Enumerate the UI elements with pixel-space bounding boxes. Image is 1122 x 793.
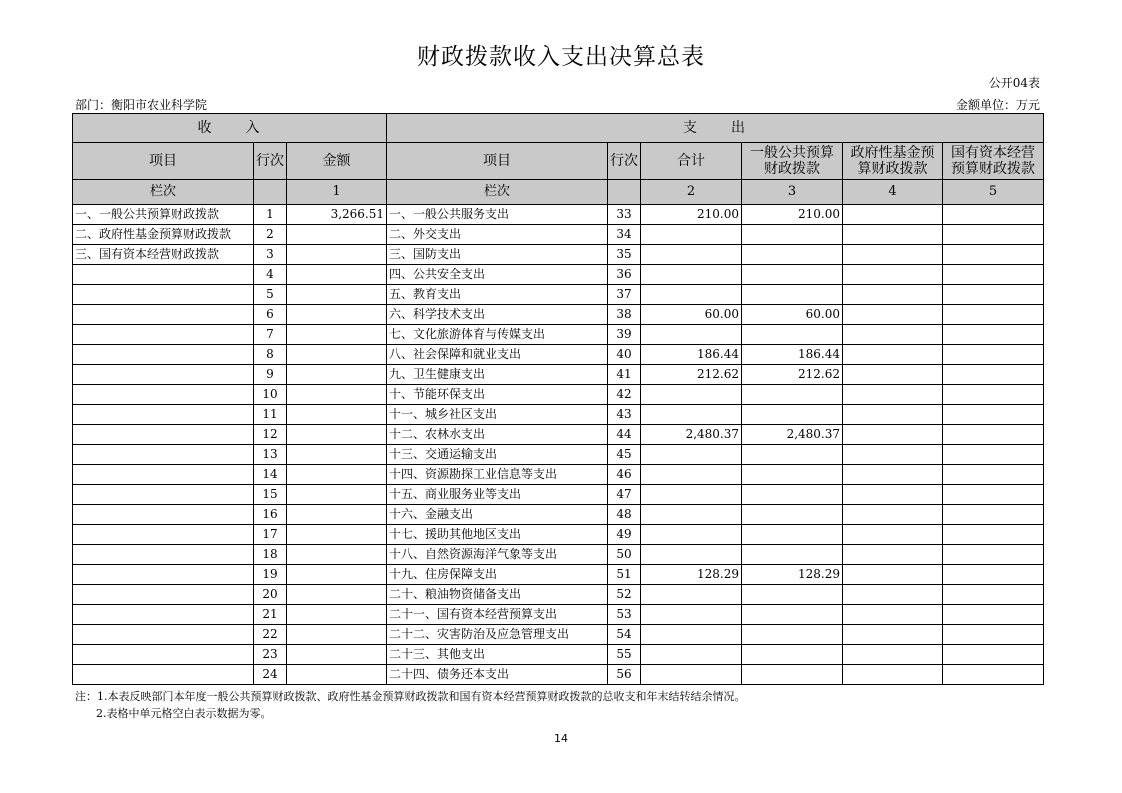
income-row-no-cell: 7 xyxy=(254,325,287,345)
general-budget-cell xyxy=(742,465,843,485)
expense-row-no-header: 行次 xyxy=(608,143,641,180)
department-label: 部门：衡阳市农业科学院 xyxy=(75,98,208,112)
expense-row-no-cell: 37 xyxy=(608,285,641,305)
income-item-cell xyxy=(73,605,254,625)
table-row xyxy=(73,585,1044,605)
expense-item-cell: 二十四、债务还本支出 xyxy=(387,665,608,685)
section-header-row xyxy=(73,114,1044,143)
expense-item-cell: 十二、农林水支出 xyxy=(387,425,608,445)
general-budget-cell xyxy=(742,525,843,545)
general-budget-cell: 60.00 xyxy=(742,305,843,325)
expense-item-cell: 八、社会保障和就业支出 xyxy=(387,345,608,365)
state-capital-cell xyxy=(943,565,1044,585)
gov-fund-cell xyxy=(843,665,943,685)
general-budget-cell xyxy=(742,585,843,605)
income-item-cell xyxy=(73,545,254,565)
income-amount-cell xyxy=(287,505,387,525)
lanci-col-5: 5 xyxy=(943,180,1044,205)
gov-fund-cell xyxy=(843,585,943,605)
lanci-col-3: 3 xyxy=(742,180,843,205)
expense-row-no-cell: 43 xyxy=(608,405,641,425)
expense-row-no-cell: 45 xyxy=(608,445,641,465)
lanci-col-4: 4 xyxy=(843,180,943,205)
state-capital-cell xyxy=(943,425,1044,445)
income-item-cell xyxy=(73,465,254,485)
total-cell: 186.44 xyxy=(641,345,742,365)
income-item-cell xyxy=(73,645,254,665)
expense-row-no-cell: 54 xyxy=(608,625,641,645)
state-capital-cell xyxy=(943,445,1044,465)
total-cell xyxy=(641,525,742,545)
income-amount-cell xyxy=(287,485,387,505)
income-row-no-cell: 21 xyxy=(254,605,287,625)
lanci-col-1: 1 xyxy=(287,180,387,205)
gov-fund-cell xyxy=(843,405,943,425)
income-row-no-cell: 24 xyxy=(254,665,287,685)
form-number: 公开04表 xyxy=(988,76,1040,90)
table-row xyxy=(73,405,1044,425)
gov-fund-cell xyxy=(843,565,943,585)
state-capital-cell xyxy=(943,645,1044,665)
income-row-no-cell: 2 xyxy=(254,225,287,245)
general-budget-cell xyxy=(742,445,843,465)
income-item-cell xyxy=(73,325,254,345)
general-budget-cell xyxy=(742,245,843,265)
expense-row-no-cell: 49 xyxy=(608,525,641,545)
gov-fund-cell xyxy=(843,625,943,645)
note-2: 2.表格中单元格空白表示数据为零。 xyxy=(96,707,272,720)
expense-row-no-cell: 33 xyxy=(608,205,641,225)
income-item-cell xyxy=(73,265,254,285)
income-item-cell: 三、国有资本经营财政拨款 xyxy=(73,245,254,265)
income-amount-cell xyxy=(287,605,387,625)
income-amount-header: 金额 xyxy=(287,143,387,180)
summary-table xyxy=(72,113,1044,685)
income-row-no-cell: 12 xyxy=(254,425,287,445)
expense-item-cell: 一、一般公共服务支出 xyxy=(387,205,608,225)
total-cell xyxy=(641,625,742,645)
expense-row-no-cell: 53 xyxy=(608,605,641,625)
state-capital-cell xyxy=(943,485,1044,505)
general-budget-cell xyxy=(742,505,843,525)
expense-item-cell: 十九、住房保障支出 xyxy=(387,565,608,585)
income-amount-cell xyxy=(287,625,387,645)
income-amount-cell xyxy=(287,525,387,545)
income-amount-cell: 3,266.51 xyxy=(287,205,387,225)
income-item-header: 项目 xyxy=(73,143,254,180)
state-capital-cell xyxy=(943,345,1044,365)
total-cell xyxy=(641,265,742,285)
lanci-empty-2 xyxy=(608,180,641,205)
note-1: 注：1.本表反映部门本年度一般公共预算财政拨款、政府性基金预算财政拨款和国有资本经营预算财政拨款的总收支和年末结转结余情况。 xyxy=(75,690,746,703)
total-cell xyxy=(641,445,742,465)
income-amount-cell xyxy=(287,365,387,385)
income-amount-cell xyxy=(287,325,387,345)
income-amount-cell xyxy=(287,465,387,485)
state-capital-cell xyxy=(943,405,1044,425)
expense-row-no-cell: 52 xyxy=(608,585,641,605)
table-row xyxy=(73,225,1044,245)
state-capital-cell xyxy=(943,305,1044,325)
total-cell xyxy=(641,645,742,665)
total-cell xyxy=(641,405,742,425)
general-budget-cell xyxy=(742,225,843,245)
expense-section-header: 支 出 xyxy=(387,114,1044,143)
income-row-no-cell: 9 xyxy=(254,365,287,385)
income-amount-cell xyxy=(287,225,387,245)
income-amount-cell xyxy=(287,665,387,685)
income-row-no-cell: 19 xyxy=(254,565,287,585)
expense-row-no-cell: 55 xyxy=(608,645,641,665)
notes xyxy=(75,688,746,722)
state-capital-cell xyxy=(943,505,1044,525)
general-budget-cell: 212.62 xyxy=(742,365,843,385)
table-row xyxy=(73,665,1044,685)
income-row-no-cell: 10 xyxy=(254,385,287,405)
table-row xyxy=(73,325,1044,345)
income-amount-cell xyxy=(287,285,387,305)
page-number: 14 xyxy=(554,732,568,745)
income-item-cell xyxy=(73,405,254,425)
income-row-no-cell: 4 xyxy=(254,265,287,285)
total-cell xyxy=(641,225,742,245)
income-row-no-cell: 5 xyxy=(254,285,287,305)
expense-item-cell: 十一、城乡社区支出 xyxy=(387,405,608,425)
total-cell: 2,480.37 xyxy=(641,425,742,445)
income-row-no-cell: 6 xyxy=(254,305,287,325)
income-item-cell xyxy=(73,525,254,545)
expense-item-cell: 二十二、灾害防治及应急管理支出 xyxy=(387,625,608,645)
gov-fund-cell xyxy=(843,245,943,265)
table-row xyxy=(73,545,1044,565)
table-row xyxy=(73,205,1044,225)
expense-item-cell: 十六、金融支出 xyxy=(387,505,608,525)
table-row xyxy=(73,565,1044,585)
income-amount-cell xyxy=(287,265,387,285)
table-row xyxy=(73,485,1044,505)
lanci-label-2: 栏次 xyxy=(387,180,608,205)
state-capital-cell xyxy=(943,465,1044,485)
income-amount-cell xyxy=(287,585,387,605)
expense-item-cell: 七、文化旅游体育与传媒支出 xyxy=(387,325,608,345)
expense-row-no-cell: 42 xyxy=(608,385,641,405)
expense-item-cell: 十八、自然资源海洋气象等支出 xyxy=(387,545,608,565)
expense-row-no-cell: 41 xyxy=(608,365,641,385)
table-row xyxy=(73,265,1044,285)
total-cell xyxy=(641,465,742,485)
general-budget-cell xyxy=(742,485,843,505)
income-row-no-header: 行次 xyxy=(254,143,287,180)
total-cell xyxy=(641,585,742,605)
total-cell: 60.00 xyxy=(641,305,742,325)
income-item-cell: 一、一般公共预算财政拨款 xyxy=(73,205,254,225)
income-amount-cell xyxy=(287,245,387,265)
gov-fund-cell xyxy=(843,285,943,305)
gov-fund-cell xyxy=(843,525,943,545)
income-amount-cell xyxy=(287,385,387,405)
total-cell xyxy=(641,485,742,505)
table-row xyxy=(73,285,1044,305)
gov-fund-cell xyxy=(843,505,943,525)
total-cell: 212.62 xyxy=(641,365,742,385)
expense-item-cell: 二、外交支出 xyxy=(387,225,608,245)
gov-fund-cell xyxy=(843,365,943,385)
income-item-cell xyxy=(73,565,254,585)
income-row-no-cell: 14 xyxy=(254,465,287,485)
general-budget-header: 一般公共预算财政拨款 xyxy=(742,143,843,180)
total-cell xyxy=(641,325,742,345)
table-row xyxy=(73,505,1044,525)
income-item-cell xyxy=(73,285,254,305)
column-header-row xyxy=(73,143,1044,180)
general-budget-cell xyxy=(742,665,843,685)
total-cell xyxy=(641,245,742,265)
income-row-no-cell: 1 xyxy=(254,205,287,225)
income-amount-cell xyxy=(287,345,387,365)
income-item-cell xyxy=(73,365,254,385)
general-budget-cell xyxy=(742,325,843,345)
gov-fund-cell xyxy=(843,605,943,625)
income-item-cell xyxy=(73,665,254,685)
expense-row-no-cell: 47 xyxy=(608,485,641,505)
gov-fund-cell xyxy=(843,225,943,245)
income-row-no-cell: 16 xyxy=(254,505,287,525)
income-row-no-cell: 13 xyxy=(254,445,287,465)
expense-item-cell: 十四、资源勘探工业信息等支出 xyxy=(387,465,608,485)
state-capital-cell xyxy=(943,265,1044,285)
state-capital-cell xyxy=(943,245,1044,265)
income-item-cell: 二、政府性基金预算财政拨款 xyxy=(73,225,254,245)
state-capital-cell xyxy=(943,285,1044,305)
table-row xyxy=(73,385,1044,405)
gov-fund-cell xyxy=(843,345,943,365)
table-row xyxy=(73,245,1044,265)
income-item-cell xyxy=(73,385,254,405)
total-cell xyxy=(641,285,742,305)
expense-item-cell: 二十三、其他支出 xyxy=(387,645,608,665)
income-row-no-cell: 8 xyxy=(254,345,287,365)
state-capital-cell xyxy=(943,365,1044,385)
table-row xyxy=(73,465,1044,485)
state-capital-cell xyxy=(943,625,1044,645)
income-row-no-cell: 11 xyxy=(254,405,287,425)
income-row-no-cell: 18 xyxy=(254,545,287,565)
expense-item-header: 项目 xyxy=(387,143,608,180)
lanci-row xyxy=(73,180,1044,205)
state-capital-cell xyxy=(943,665,1044,685)
gov-fund-cell xyxy=(843,205,943,225)
table-row xyxy=(73,525,1044,545)
general-budget-cell: 2,480.37 xyxy=(742,425,843,445)
income-item-cell xyxy=(73,505,254,525)
expense-row-no-cell: 46 xyxy=(608,465,641,485)
total-cell xyxy=(641,605,742,625)
income-item-cell xyxy=(73,425,254,445)
expense-row-no-cell: 34 xyxy=(608,225,641,245)
income-item-cell xyxy=(73,305,254,325)
income-amount-cell xyxy=(287,645,387,665)
general-budget-cell: 186.44 xyxy=(742,345,843,365)
income-amount-cell xyxy=(287,445,387,465)
gov-fund-cell xyxy=(843,645,943,665)
expense-row-no-cell: 40 xyxy=(608,345,641,365)
general-budget-cell xyxy=(742,285,843,305)
expense-row-no-cell: 36 xyxy=(608,265,641,285)
income-item-cell xyxy=(73,345,254,365)
income-amount-cell xyxy=(287,405,387,425)
table-row xyxy=(73,305,1044,325)
expense-item-cell: 十三、交通运输支出 xyxy=(387,445,608,465)
expense-row-no-cell: 56 xyxy=(608,665,641,685)
general-budget-cell xyxy=(742,405,843,425)
income-row-no-cell: 20 xyxy=(254,585,287,605)
expense-row-no-cell: 51 xyxy=(608,565,641,585)
total-header: 合计 xyxy=(641,143,742,180)
expense-item-cell: 三、国防支出 xyxy=(387,245,608,265)
income-row-no-cell: 22 xyxy=(254,625,287,645)
income-amount-cell xyxy=(287,545,387,565)
table-row xyxy=(73,645,1044,665)
table-row xyxy=(73,345,1044,365)
unit-label: 金额单位：万元 xyxy=(955,98,1040,112)
expense-item-cell: 二十、粮油物资储备支出 xyxy=(387,585,608,605)
table-row xyxy=(73,445,1044,465)
expense-item-cell: 六、科学技术支出 xyxy=(387,305,608,325)
general-budget-cell xyxy=(742,645,843,665)
general-budget-cell: 210.00 xyxy=(742,205,843,225)
lanci-label: 栏次 xyxy=(73,180,254,205)
state-capital-cell xyxy=(943,385,1044,405)
total-cell xyxy=(641,545,742,565)
general-budget-cell xyxy=(742,265,843,285)
expense-row-no-cell: 50 xyxy=(608,545,641,565)
income-amount-cell xyxy=(287,565,387,585)
table-row xyxy=(73,625,1044,645)
gov-fund-cell xyxy=(843,265,943,285)
gov-fund-cell xyxy=(843,445,943,465)
state-capital-cell xyxy=(943,585,1044,605)
gov-fund-cell xyxy=(843,465,943,485)
state-capital-cell xyxy=(943,225,1044,245)
total-cell xyxy=(641,385,742,405)
page-title: 财政拨款收入支出决算总表 xyxy=(417,44,705,70)
total-cell: 210.00 xyxy=(641,205,742,225)
expense-item-cell: 十五、商业服务业等支出 xyxy=(387,485,608,505)
income-row-no-cell: 23 xyxy=(254,645,287,665)
state-capital-cell xyxy=(943,545,1044,565)
income-row-no-cell: 17 xyxy=(254,525,287,545)
expense-item-cell: 四、公共安全支出 xyxy=(387,265,608,285)
income-item-cell xyxy=(73,585,254,605)
income-amount-cell xyxy=(287,425,387,445)
state-capital-cell xyxy=(943,605,1044,625)
state-capital-cell xyxy=(943,325,1044,345)
table-row xyxy=(73,365,1044,385)
gov-fund-cell xyxy=(843,485,943,505)
income-item-cell xyxy=(73,625,254,645)
gov-fund-header: 政府性基金预算财政拨款 xyxy=(843,143,943,180)
table-row xyxy=(73,605,1044,625)
expense-item-cell: 二十一、国有资本经营预算支出 xyxy=(387,605,608,625)
lanci-col-2: 2 xyxy=(641,180,742,205)
general-budget-cell xyxy=(742,625,843,645)
expense-row-no-cell: 48 xyxy=(608,505,641,525)
expense-row-no-cell: 44 xyxy=(608,425,641,445)
gov-fund-cell xyxy=(843,425,943,445)
table-row xyxy=(73,425,1044,445)
state-capital-cell xyxy=(943,525,1044,545)
expense-row-no-cell: 39 xyxy=(608,325,641,345)
total-cell: 128.29 xyxy=(641,565,742,585)
total-cell xyxy=(641,665,742,685)
expense-item-cell: 五、教育支出 xyxy=(387,285,608,305)
income-row-no-cell: 15 xyxy=(254,485,287,505)
income-item-cell xyxy=(73,445,254,465)
expense-row-no-cell: 35 xyxy=(608,245,641,265)
total-cell xyxy=(641,505,742,525)
income-section-header: 收 入 xyxy=(73,114,387,143)
state-capital-cell xyxy=(943,205,1044,225)
general-budget-cell xyxy=(742,605,843,625)
expense-row-no-cell: 38 xyxy=(608,305,641,325)
general-budget-cell xyxy=(742,385,843,405)
income-amount-cell xyxy=(287,305,387,325)
lanci-empty xyxy=(254,180,287,205)
expense-item-cell: 九、卫生健康支出 xyxy=(387,365,608,385)
income-row-no-cell: 3 xyxy=(254,245,287,265)
expense-item-cell: 十七、援助其他地区支出 xyxy=(387,525,608,545)
gov-fund-cell xyxy=(843,385,943,405)
state-capital-header: 国有资本经营预算财政拨款 xyxy=(943,143,1044,180)
expense-item-cell: 十、节能环保支出 xyxy=(387,385,608,405)
gov-fund-cell xyxy=(843,305,943,325)
gov-fund-cell xyxy=(843,545,943,565)
income-item-cell xyxy=(73,485,254,505)
general-budget-cell: 128.29 xyxy=(742,565,843,585)
gov-fund-cell xyxy=(843,325,943,345)
general-budget-cell xyxy=(742,545,843,565)
